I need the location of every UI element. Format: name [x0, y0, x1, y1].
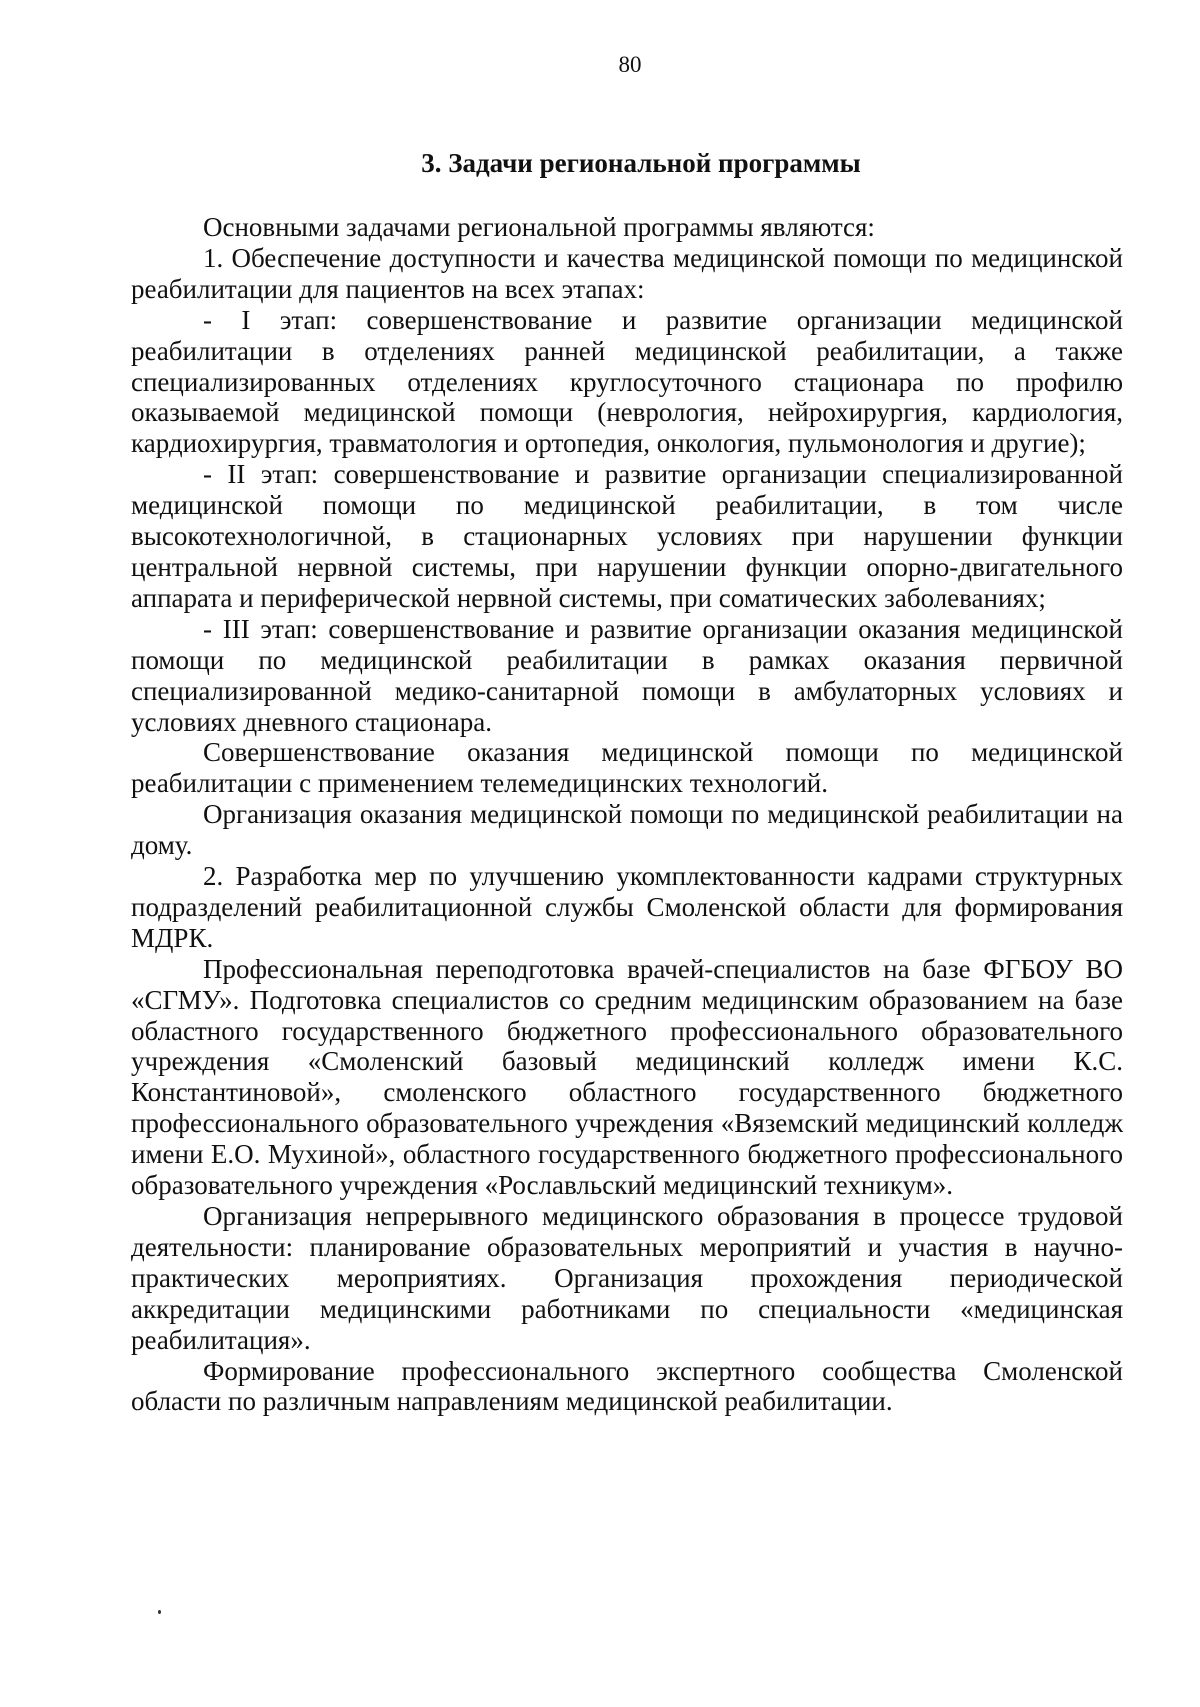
paragraph-intro: Основными задачами региональной программы являются:	[203, 212, 875, 242]
paragraph-stage-2: - II этап: совершенствование и развитие организации специализированной медицинской помощи по медицинской реабилитации, в том числе высокотехнологичной, в стационарных условиях при нарушении функции центральной нервной системы, при нарушении функции опорно-двигательного аппарата и периферической нервной системы, при соматических заболеваниях;	[131, 459, 1123, 613]
paragraph-continuing-education: Организация непрерывного медицинского образования в процессе трудовой деятельности: планирование образовательных мероприятий и участия в научно-практических мероприятиях. Организация прохождения периодической аккредитации медицинскими работниками по специальности «медицинская реабилитация».	[131, 1201, 1123, 1355]
page-number: 80	[618, 52, 642, 77]
paragraph-stage-3: - III этап: совершенствование и развитие организации оказания медицинской помощи по медицинской реабилитации в рамках оказания первичной специализированной медико-санитарной помощи в амбулаторных условиях и условиях дневного стационара.	[131, 613, 1123, 737]
paragraph-expert-community: Формирование профессионального экспертного сообщества Смоленской области по различным направлениям медицинской реабилитации.	[131, 1355, 1123, 1417]
paragraph-training: Профессиональная переподготовка врачей-специалистов на базе ФГБОУ ВО «СГМУ». Подготовка специалистов со средним медицинским образованием на базе областного государственного бюджетного профессионального образовательного учреждения «Смоленский базовый медицинский колледж имени К.С. Константиновой», смоленского областного государственного бюджетного профессионального образовательного учреждения «Вяземский медицинский колледж имени Е.О. Мухиной», областного государственного бюджетного профессионального образовательного учреждения «Рославльский медицинский техникум».	[131, 953, 1123, 1201]
section-title: 3. Задачи региональной программы	[421, 148, 861, 178]
paragraph-stage-1: - I этап: совершенствование и развитие организации медицинской реабилитации в отделениях ранней медицинской реабилитации, а также специализированных отделениях круглосуточного стационара по профилю оказываемой медицинской помощи (неврология, нейрохирургия, кардиология, кардиохирургия, травматология и ортопедия, онкология, пульмонология и другие);	[131, 304, 1123, 459]
paragraph-task-1: 1. Обеспечение доступности и качества медицинской помощи по медицинской реабилитации для пациентов на всех этапах:	[131, 242, 1123, 304]
scan-dot-mark	[158, 1610, 161, 1614]
paragraph-telemedicine: Совершенствование оказания медицинской помощи по медицинской реабилитации с применением телемедицинских технологий.	[131, 737, 1123, 799]
paragraph-task-2: 2. Разработка мер по улучшению укомплектованности кадрами структурных подразделений реабилитационной службы Смоленской области для формирования МДРК.	[131, 861, 1123, 953]
document-body	[131, 212, 1123, 1417]
paragraph-home-care: Организация оказания медицинской помощи по медицинской реабилитации на дому.	[131, 799, 1123, 861]
